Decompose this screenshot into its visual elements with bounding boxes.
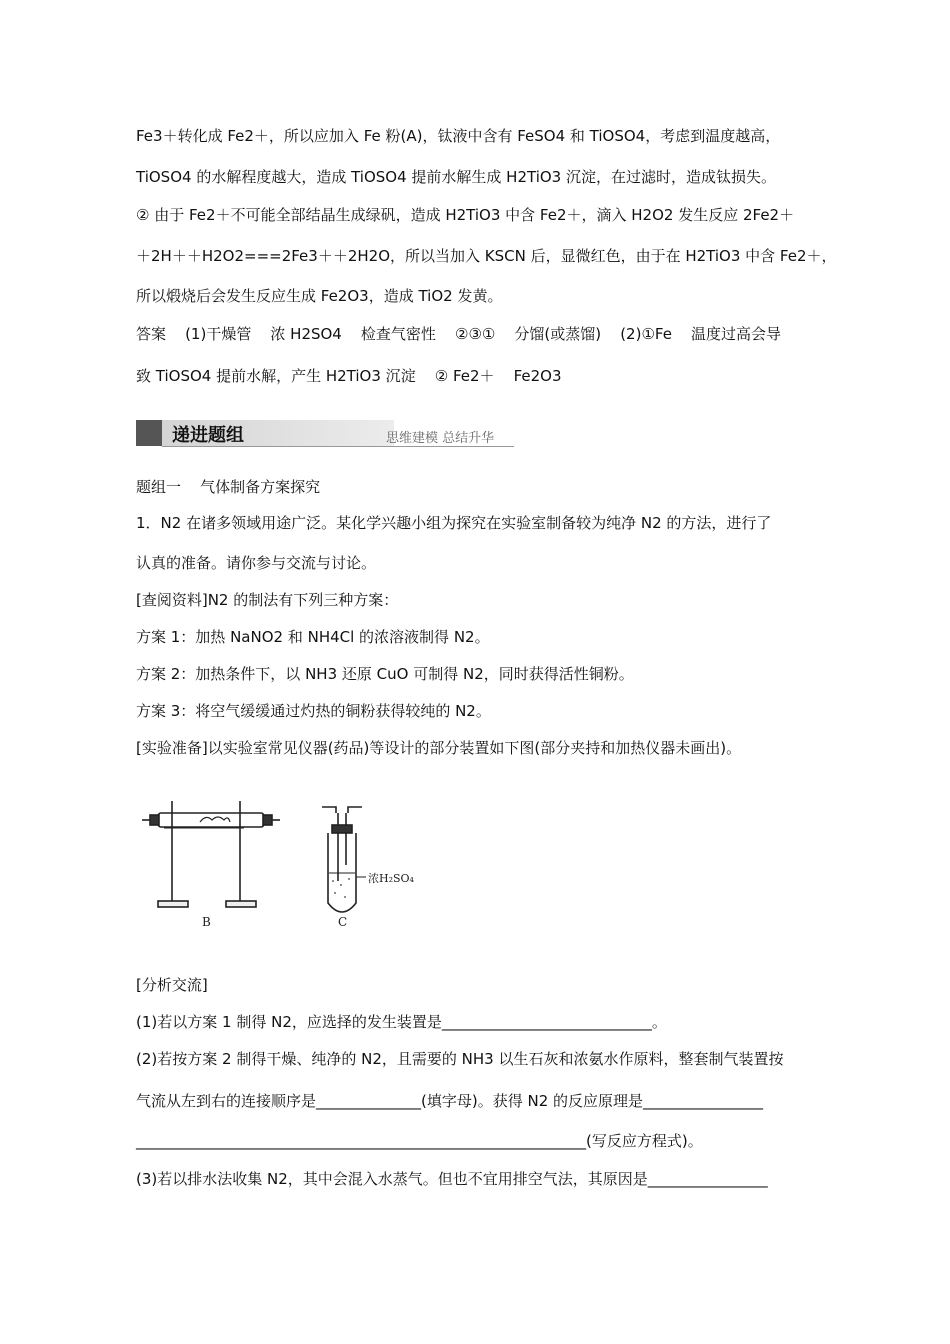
question-text: 1．N2 在诸多领域用途广泛。某化学兴趣小组为探究在实验室制备较为纯净 N2 的方法，进行了 — [136, 514, 772, 532]
prep-text: [实验准备]以实验室常见仪器(药品)等设计的部分装置如下图(部分夹持和加热仪器未画出)。 — [136, 739, 742, 757]
answer-line: 致 TiOSO4 提前水解，产生 H2TiO3 沉淀 ② Fe2＋ Fe2O3 — [136, 367, 562, 385]
answer-line: 答案 (1)干燥管 浓 H2SO4 检查气密性 ②③① 分馏(或蒸馏) (2)①Fe 温度过高会导 — [136, 325, 781, 343]
question-2: ____________________________________________________________(写反应方程式)。 — [136, 1132, 703, 1150]
question-2: 气流从左到右的连接顺序是______________(填字母)。获得 N2 的反应原理是________________ — [136, 1092, 764, 1110]
plan-1: 方案 1：加热 NaNO2 和 NH4Cl 的浓溶液制得 N2。 — [136, 628, 490, 646]
question-2: (2)若按方案 2 制得干燥、纯净的 N2，且需要的 NH3 以生石灰和浓氨水作原料，整套制气装置按 — [136, 1050, 784, 1068]
banner-title: 递进题组 — [172, 425, 244, 446]
plan-2: 方案 2：加热条件下，以 NH3 还原 CuO 可制得 N2，同时获得活性铜粉。 — [136, 665, 634, 683]
text-line: TiOSO4 的水解程度越大，造成 TiOSO4 提前水解生成 H2TiO3 沉淀，在过滤时，造成钛损失。 — [136, 168, 776, 186]
text-line: 所以煅烧后会发生反应生成 Fe2O3，造成 TiO2 发黄。 — [136, 287, 503, 305]
section-banner — [136, 417, 514, 447]
banner-rule — [162, 446, 514, 447]
analysis-heading: [分析交流] — [136, 976, 208, 994]
group-heading: 题组一 气体制备方案探究 — [136, 478, 321, 496]
banner-subtitle: 思维建模 总结升华 — [386, 431, 495, 446]
label-b: B — [202, 915, 211, 929]
plan-3: 方案 3：将空气缓缓通过灼热的铜粉获得较纯的 N2。 — [136, 702, 491, 720]
reagent-label: 浓H₂SO₄ — [368, 872, 414, 885]
text-line: ＋2H＋＋H2O2===2Fe3＋＋2H2O，所以当加入 KSCN 后，显微红色，由于在 H2TiO3 中含 Fe2＋， — [136, 247, 837, 265]
question-text: 认真的准备。请你参与交流与讨论。 — [136, 554, 377, 572]
question-3: (3)若以排水法收集 N2，其中会混入水蒸气。但也不宜用排空气法，其原因是________________ — [136, 1170, 768, 1188]
apparatus-figure — [136, 785, 426, 935]
question-1: (1)若以方案 1 制得 N2，应选择的发生装置是____________________________。 — [136, 1013, 667, 1031]
text-line: Fe3＋转化成 Fe2＋，所以应加入 Fe 粉(A)，钛液中含有 FeSO4 和 TiOSO4，考虑到温度越高， — [136, 127, 781, 145]
apparatus-drawing — [136, 785, 426, 935]
label-c: C — [338, 915, 348, 929]
info-text: [查阅资料]N2 的制法有下列三种方案： — [136, 591, 399, 609]
text-line: ② 由于 Fe2＋不可能全部结晶生成绿矾，造成 H2TiO3 中含 Fe2＋，滴入 H2O2 发生反应 2Fe2＋ — [136, 206, 795, 224]
banner-square-icon — [136, 420, 162, 446]
